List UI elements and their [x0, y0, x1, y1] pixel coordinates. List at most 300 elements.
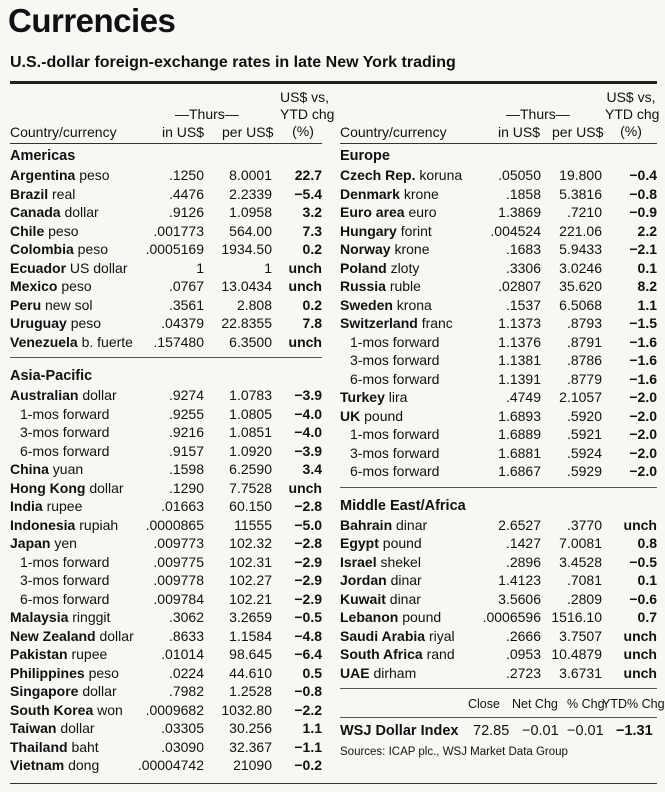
currency-name: dong [68, 757, 100, 773]
in-usd-cell: 1.6893 [498, 407, 541, 424]
currency-name: 6-mos forward [350, 370, 440, 387]
country-currency-cell [340, 185, 439, 204]
ytd-change-cell: −2.2 [294, 701, 322, 718]
ytd-change-cell: 0.7 [637, 609, 657, 625]
table-row [10, 296, 322, 315]
table-row [340, 407, 657, 426]
currency-name: dollar [89, 479, 124, 496]
country-name: India [10, 498, 43, 514]
country-name: Bahrain [340, 516, 393, 533]
per-usd-cell: .7081 [566, 572, 602, 588]
table-row [340, 351, 657, 370]
country-name: Kuwait [340, 590, 386, 607]
in-usd-cell: .2723 [505, 664, 541, 681]
country-currency-cell [340, 516, 427, 535]
in-usd-cell: .9126 [168, 204, 204, 220]
country-name: Pakistan [10, 646, 68, 662]
currency-name: pound [364, 407, 404, 424]
country-name: Venezuela [10, 333, 78, 350]
per-usd-cell: 19.800 [559, 167, 602, 183]
country-currency-cell [340, 203, 437, 222]
per-usd-cell: .8786 [566, 352, 602, 368]
per-usd-cell: 221.06 [559, 222, 602, 239]
in-usd-cell: .004524 [490, 222, 541, 239]
table-row [10, 222, 322, 241]
ytd-change-cell: 0.2 [302, 296, 322, 313]
country-name: Lebanon [340, 609, 399, 625]
in-usd-cell: .0006596 [482, 609, 541, 625]
country-name: Hungary [340, 222, 397, 239]
table-row [10, 738, 322, 757]
in-usd-cell: .009778 [153, 572, 204, 588]
country-name: Uruguay [10, 315, 67, 331]
table-row [340, 185, 657, 204]
per-usd-cell: 13.0434 [221, 278, 272, 294]
table-row [10, 240, 322, 259]
table-row [340, 333, 657, 352]
currency-name: rupee [46, 498, 83, 514]
index-pct-change: −0.01 [567, 723, 604, 739]
per-usd-cell: 6.5068 [559, 296, 602, 313]
page-subtitle: U.S.-dollar foreign-exchange rates in late New York trading [10, 54, 456, 71]
country-name: Egypt [340, 535, 379, 551]
table-row [10, 314, 322, 333]
in-usd-cell: .7982 [168, 683, 204, 699]
per-usd-cell: .3770 [566, 516, 602, 533]
table-row [340, 166, 657, 185]
ytd-header-line3: (%) [292, 123, 314, 139]
ytd-change-cell: 3.2 [302, 204, 322, 220]
country-name: Taiwan [10, 720, 57, 736]
per-usd-cell: .8793 [566, 315, 602, 331]
ytd-change-cell: −6.4 [294, 646, 322, 662]
country-currency-cell [20, 423, 109, 442]
country-currency-cell [10, 222, 78, 241]
currency-name: zloty [390, 259, 420, 276]
country-currency-cell [340, 166, 462, 185]
currency-name: yen [54, 535, 77, 551]
ytd-change-cell: 0.2 [302, 241, 322, 257]
pct-change-header: % Chg [567, 697, 605, 711]
in-usd-cell: .1290 [168, 479, 204, 496]
country-currency-cell [10, 719, 95, 738]
country-currency-cell [10, 534, 77, 553]
country-name: Argentina [10, 167, 76, 183]
table-row [340, 444, 657, 463]
country-name: Chile [10, 222, 45, 239]
right-column [340, 84, 665, 758]
country-currency-cell [10, 645, 107, 664]
currency-name: dirham [373, 664, 417, 681]
index-separator [340, 688, 657, 689]
table-row [10, 479, 322, 498]
currency-name: 1-mos forward [350, 333, 440, 350]
ytd-change-cell: −5.4 [294, 185, 322, 202]
in-usd-header: in US$ [162, 124, 205, 140]
in-usd-cell: 1.1373 [498, 315, 541, 331]
country-name: Switzerland [340, 315, 418, 331]
table-row [340, 277, 657, 296]
table-row [10, 277, 322, 296]
ytd-change-cell: 1.1 [302, 720, 322, 736]
currency-name: 6-mos forward [20, 590, 110, 607]
table-row [340, 516, 657, 535]
country-name: Hong Kong [10, 479, 86, 496]
currency-name: US dollar [69, 259, 128, 276]
country-currency-cell [340, 259, 419, 278]
currency-name: 1-mos forward [20, 405, 110, 422]
country-currency-cell [10, 460, 83, 479]
currency-name: peso [70, 315, 102, 331]
currency-name: dollar [60, 720, 95, 736]
table-row [340, 534, 657, 553]
in-usd-cell: .2666 [505, 627, 541, 644]
per-usd-cell: 1032.80 [221, 701, 272, 718]
currency-name: ringgit [72, 609, 111, 625]
section-heading: Europe [340, 148, 390, 164]
section-heading: Asia-Pacific [10, 368, 93, 384]
currency-name: krone [403, 185, 439, 202]
table-row [340, 664, 657, 683]
ytd-change-cell: unch [623, 646, 657, 662]
in-usd-cell: .01663 [161, 498, 204, 514]
per-usd-cell: 3.2659 [229, 609, 272, 625]
in-usd-cell: .009773 [153, 535, 204, 551]
in-usd-cell: .1537 [505, 296, 541, 313]
currency-name: ruble [389, 278, 421, 294]
in-usd-cell: .01014 [161, 646, 204, 662]
ytd-change-cell: −0.9 [629, 204, 657, 220]
country-name: UAE [340, 664, 370, 681]
currency-name: baht [71, 738, 99, 755]
ytd-change-cell: −2.9 [294, 590, 322, 607]
currency-name: franc [421, 315, 453, 331]
close-header: Close [468, 697, 500, 711]
currency-name: pound [402, 609, 442, 625]
table-row [340, 462, 657, 481]
table-row [10, 333, 322, 352]
ytd-change-cell: unch [288, 259, 322, 276]
per-usd-cell: 11555 [234, 516, 272, 533]
in-usd-cell: .1683 [505, 241, 541, 257]
per-usd-cell: 102.21 [229, 590, 272, 607]
currency-name: 6-mos forward [20, 442, 110, 459]
table-row [10, 203, 322, 222]
currency-name: new sol [45, 296, 93, 313]
in-usd-cell: .03305 [161, 720, 204, 736]
section-heading: Middle East/Africa [340, 497, 466, 514]
left-column [10, 84, 335, 775]
per-usd-cell: .5929 [566, 463, 602, 479]
per-usd-cell: 1.0958 [229, 204, 272, 220]
country-name: Brazil [10, 185, 49, 202]
per-usd-cell: 6.3500 [229, 333, 272, 350]
currency-name: yuan [52, 461, 84, 477]
currency-name: peso [79, 167, 110, 183]
country-name: Jordan [340, 572, 387, 588]
table-row [10, 497, 322, 516]
ytd-pct-change-header: YTD% Chg [602, 697, 665, 711]
in-usd-cell: .3561 [168, 296, 204, 313]
country-currency-cell [340, 407, 403, 426]
country-currency-cell [340, 571, 422, 590]
currency-name: 6-mos forward [350, 463, 440, 479]
per-usd-cell: 10.4879 [551, 646, 602, 662]
table-row [340, 370, 657, 389]
table-row [10, 185, 322, 204]
country-currency-cell [340, 240, 430, 259]
currency-name: dollar [82, 387, 117, 403]
in-usd-cell: .009784 [153, 590, 204, 607]
country-currency-cell [340, 534, 422, 553]
currency-name: shekel [380, 553, 421, 570]
table-row [340, 553, 657, 572]
per-usd-cell: 1934.50 [221, 241, 272, 257]
per-usd-cell: 1.0805 [229, 405, 272, 422]
per-usd-cell: 5.9433 [559, 241, 602, 257]
country-currency-cell [340, 222, 432, 241]
ytd-change-cell: −3.9 [294, 387, 322, 403]
ytd-change-cell: −4.0 [294, 424, 322, 440]
per-usd-cell: 22.8355 [221, 315, 272, 331]
in-usd-cell: .9216 [168, 424, 204, 440]
country-name: Canada [10, 204, 61, 220]
in-usd-cell: .9157 [168, 442, 204, 459]
ytd-change-cell: 22.7 [294, 167, 322, 183]
table-row [10, 460, 322, 479]
country-name: Malaysia [10, 609, 69, 625]
ytd-change-cell: 8.2 [637, 278, 657, 294]
currency-name: riyal [428, 627, 455, 644]
ytd-change-cell: −1.6 [629, 352, 657, 368]
in-usd-cell: .001773 [153, 222, 204, 239]
ytd-header-line2: YTD chg [605, 106, 660, 122]
country-currency-cell [10, 240, 108, 259]
table-row [10, 608, 322, 627]
per-usd-cell: 2.1057 [559, 389, 602, 405]
currency-name: krone [394, 241, 430, 257]
per-usd-cell: 30.256 [229, 720, 272, 736]
in-usd-cell: 1 [196, 259, 204, 276]
per-usd-cell: 35.620 [559, 278, 602, 294]
country-currency-cell [10, 738, 99, 757]
table-row [10, 405, 322, 424]
per-usd-cell: 7.7528 [229, 479, 272, 496]
ytd-change-header [280, 89, 335, 140]
country-name: Singapore [10, 683, 79, 699]
country-currency-cell [340, 590, 421, 609]
ytd-change-cell: −0.5 [294, 609, 322, 625]
currency-name: krona [396, 296, 432, 313]
ytd-change-cell: −4.8 [294, 627, 322, 644]
per-usd-header: per US$ [552, 124, 604, 140]
country-currency-cell [10, 608, 110, 627]
per-usd-cell: 1.0851 [229, 424, 272, 440]
ytd-change-cell: −2.1 [629, 241, 657, 257]
country-name: Russia [340, 278, 386, 294]
per-usd-cell: 102.27 [229, 572, 272, 588]
ytd-change-cell: −0.8 [629, 185, 657, 202]
in-usd-cell: 1.1391 [498, 370, 541, 387]
per-usd-cell: 21090 [233, 757, 272, 773]
country-currency-cell [350, 425, 439, 444]
country-currency-cell [350, 370, 439, 389]
in-usd-cell: .157480 [153, 333, 204, 350]
country-currency-cell [10, 682, 117, 701]
table-row [10, 423, 322, 442]
in-usd-cell: .1598 [168, 461, 204, 477]
ytd-header-line3: (%) [620, 123, 642, 139]
currency-name: 1-mos forward [350, 426, 440, 442]
per-usd-cell: 1516.10 [551, 609, 602, 625]
country-name: Norway [340, 241, 391, 257]
in-usd-cell: 1.6889 [498, 426, 541, 442]
table-row [340, 203, 657, 222]
per-usd-cell: 2.2339 [229, 185, 272, 202]
country-currency-cell [10, 479, 124, 498]
ytd-change-cell: −2.0 [629, 426, 657, 442]
in-usd-cell: .2896 [505, 553, 541, 570]
in-usd-cell: .9274 [168, 387, 204, 403]
currency-name: peso [88, 664, 119, 681]
ytd-change-cell: −0.5 [629, 553, 657, 570]
country-currency-cell [10, 756, 99, 775]
ytd-change-cell: −1.5 [629, 315, 657, 331]
per-usd-cell: .2809 [566, 590, 602, 607]
in-usd-header: in US$ [498, 124, 541, 140]
in-usd-cell: 1.6881 [498, 444, 541, 461]
per-usd-cell: 2.808 [236, 296, 272, 313]
currency-name: dinar [390, 572, 422, 588]
country-currency-cell [340, 608, 441, 627]
in-usd-cell: .00004742 [137, 757, 204, 773]
in-usd-cell: 1.1381 [498, 352, 541, 368]
per-usd-cell: 102.31 [229, 553, 272, 570]
header-rule [340, 143, 657, 144]
currency-name: rupee [71, 646, 108, 662]
index-name: WSJ Dollar Index [340, 723, 459, 739]
per-usd-cell: .8779 [566, 370, 602, 387]
country-name: Czech Rep. [340, 167, 416, 183]
country-currency-cell [340, 664, 416, 683]
sources-note: Sources: ICAP plc., WSJ Market Data Group [340, 746, 568, 758]
currency-name: euro [408, 204, 437, 220]
ytd-change-cell: −2.0 [629, 407, 657, 424]
currency-name: peso [61, 278, 92, 294]
in-usd-cell: 1.1376 [498, 333, 541, 350]
country-currency-cell [10, 277, 92, 296]
table-row [340, 425, 657, 444]
ytd-header-line1: US$ vs, [280, 89, 330, 105]
per-usd-cell: 3.4528 [559, 553, 602, 570]
currency-name: dollar [99, 627, 134, 644]
ytd-change-cell: −3.9 [294, 442, 322, 459]
ytd-change-cell: −2.9 [294, 553, 322, 570]
country-name: Australian [10, 387, 79, 403]
country-name: Mexico [10, 278, 58, 294]
per-usd-cell: 98.645 [229, 646, 272, 662]
ytd-change-cell: 0.5 [302, 664, 322, 681]
ytd-change-cell: −0.2 [294, 757, 322, 773]
in-usd-cell: .4749 [505, 389, 541, 405]
ytd-change-cell: unch [288, 333, 322, 350]
in-usd-cell: .1427 [505, 535, 541, 551]
country-name: Thailand [10, 738, 68, 755]
ytd-header-line1: US$ vs, [606, 89, 656, 105]
ytd-change-cell: 7.3 [302, 222, 322, 239]
per-usd-cell: .5924 [566, 444, 602, 461]
ytd-change-cell: −0.4 [629, 167, 657, 183]
ytd-change-cell: −0.8 [294, 683, 322, 699]
ytd-change-header [605, 89, 660, 140]
country-name: Vietnam [10, 757, 65, 773]
country-currency-cell [10, 259, 128, 278]
in-usd-cell: .0224 [168, 664, 204, 681]
country-currency-cell [10, 664, 119, 683]
country-currency-cell [350, 333, 439, 352]
country-currency-cell [10, 314, 101, 333]
country-currency-cell [350, 444, 439, 463]
currency-name: dollar [82, 683, 117, 699]
currency-name: 3-mos forward [350, 352, 440, 368]
in-usd-cell: .0767 [168, 278, 204, 294]
index-net-change: −0.01 [522, 723, 559, 739]
country-currency-cell [10, 497, 82, 516]
index-header-rule [340, 717, 657, 718]
country-currency-cell [10, 386, 117, 405]
ytd-change-cell: −1.1 [294, 738, 322, 755]
currency-name: 3-mos forward [20, 424, 110, 440]
country-currency-cell [340, 314, 453, 333]
in-usd-cell: .05050 [498, 167, 541, 183]
country-currency-cell [340, 296, 432, 315]
ytd-change-cell: 2.2 [637, 222, 657, 239]
currency-name: peso [48, 222, 79, 239]
ytd-change-cell: 0.8 [637, 535, 657, 551]
per-usd-cell: 60.150 [229, 498, 272, 514]
country-name: Saudi Arabia [340, 627, 426, 644]
per-usd-cell: 1.0783 [229, 387, 272, 403]
per-usd-cell: 1.0920 [229, 442, 272, 459]
in-usd-cell: .1250 [168, 167, 204, 183]
ytd-change-cell: −2.8 [294, 498, 322, 514]
table-row [10, 534, 322, 553]
country-name: Japan [10, 535, 51, 551]
country-currency-cell [10, 627, 134, 646]
currency-name: peso [77, 241, 109, 257]
table-row [10, 259, 322, 278]
table-row [10, 553, 322, 572]
table-row [340, 590, 657, 609]
ytd-change-cell: −1.6 [629, 370, 657, 387]
currency-name: 3-mos forward [20, 572, 110, 588]
table-row [10, 516, 322, 535]
ytd-change-cell: −2.9 [294, 572, 322, 588]
country-currency-header: Country/currency [340, 124, 447, 140]
currency-name: 3-mos forward [350, 444, 440, 461]
in-usd-cell: .02807 [498, 278, 541, 294]
ytd-change-cell: unch [623, 664, 657, 681]
country-name: Indonesia [10, 516, 76, 533]
per-usd-cell: 5.3816 [559, 185, 602, 202]
country-name: Peru [10, 296, 42, 313]
country-currency-cell [340, 627, 455, 646]
in-usd-cell: .4476 [168, 185, 204, 202]
table-row [340, 571, 657, 590]
per-usd-cell: .5921 [566, 426, 602, 442]
country-name: Ecuador [10, 259, 67, 276]
currency-name: forint [400, 222, 432, 239]
